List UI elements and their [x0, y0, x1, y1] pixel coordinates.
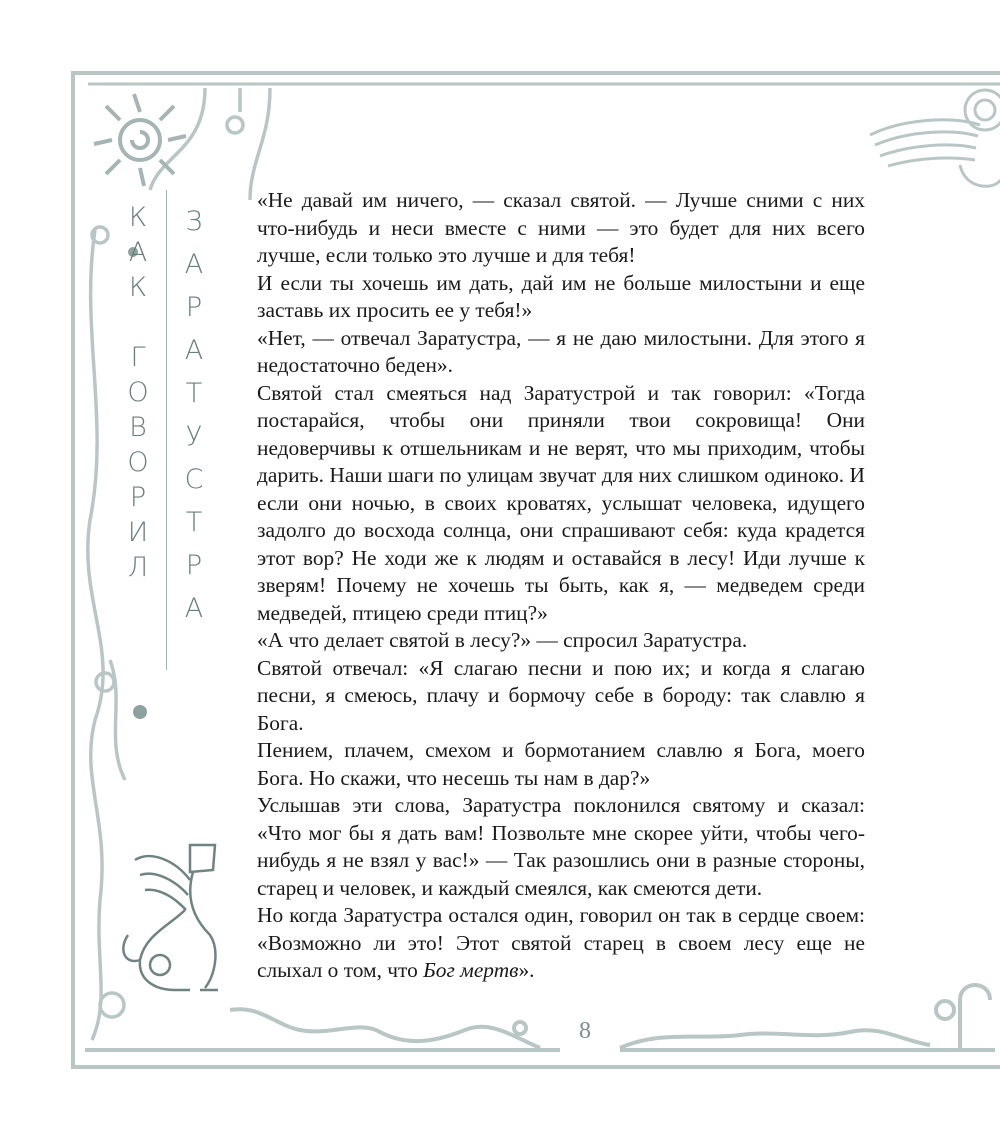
- paragraph-last-text: Но когда Заратустра остался один, говорил он так в сердце своем: «Возможно ли это! Этот святой старец в своем лесу еще не слыхал о том, что: [257, 903, 865, 982]
- title-divider: [166, 190, 167, 670]
- winged-disk-icon: [870, 90, 1000, 186]
- paragraph-last: [257, 902, 865, 985]
- sun-icon: [94, 94, 186, 186]
- body-text: [257, 187, 865, 985]
- paragraph-last-tail: ».: [518, 958, 535, 982]
- title-letter: А: [184, 593, 204, 624]
- title-letter: А: [184, 335, 204, 366]
- page-number: 8: [579, 1018, 591, 1044]
- bottom-ornament: [85, 985, 995, 1050]
- title-letter: Т: [185, 378, 203, 409]
- paragraph: «Не давай им ничего, — сказал святой. — Лучше сними с них что-нибудь и неси вместе с ними — это будет для них всего лучше, если только это лучше и для тебя!: [257, 188, 865, 267]
- title-letter: О: [127, 377, 149, 408]
- paragraph: И если ты хочешь им дать, дай им не больше милостыни и еще заставь их просить ее у тебя!»: [257, 270, 865, 322]
- title-letter: В: [129, 412, 147, 443]
- vertical-title-column-2: [176, 200, 212, 630]
- paragraph: «А что делает святой в лесу?» — спросил Заратустра.: [257, 628, 748, 652]
- title-letter: О: [127, 447, 149, 478]
- paragraph: Святой отвечал: «Я слагаю песни и пою их; и когда я слагаю песни, я смеюсь, плачу и бормочу себе в бороду: так славлю я Бога.: [257, 655, 865, 735]
- title-letter: Р: [185, 292, 203, 323]
- title-letter: С: [184, 464, 204, 495]
- paragraph: Пением, плачем, смехом и бормотанием славлю я Бога, моего Бога. Но скажи, что несешь ты нам в дар?»: [257, 738, 865, 790]
- title-letter: Р: [129, 482, 147, 513]
- emphasis-text: Бог мертв: [423, 958, 519, 982]
- lamassu-icon: [123, 845, 218, 990]
- paragraph: «Нет, — отвечал Заратустра, — я не даю милостыни. Для этого я недостаточно беден».: [257, 325, 865, 377]
- title-letter: У: [185, 421, 203, 452]
- title-letter: Л: [127, 552, 149, 583]
- title-letter: Р: [185, 550, 203, 581]
- title-letter: Т: [185, 507, 203, 538]
- paragraph: Святой стал смеяться над Заратустрой и так говорил: «Тогда постарайся, чтобы они приняли твои сокровища! Они недоверчивы к отшельникам и не верят, что мы приходим, чтобы дарить. Наши шаги по улицам звучат для них слишком одиноко. И если они ночью, в своих кроватях, услышат человека, идущего задолго до восхода солнца, они спрашивают себя: куда крадется этот вор? Не ходи же к людям и оставайся в лесу! Иди лучше к зверям! Почему не хочешь ты быть, как я, — медведем среди медведей, птицею среди птиц?»: [257, 380, 865, 625]
- title-letter: Г: [130, 342, 146, 373]
- paragraph: Услышав эти слова, Заратустра поклонился святому и сказал: «Что мог бы я дать вам! Позвольте мне скорее уйти, чтобы чего-нибудь я не взял у вас!» — Так разошлись они в разные стороны, старец и человек, и каждый смеялся, как смеются дети.: [257, 793, 865, 900]
- title-letter: З: [185, 206, 203, 237]
- title-letter: И: [127, 517, 149, 548]
- title-letter: К: [128, 272, 148, 303]
- title-letter: А: [128, 237, 148, 268]
- vertical-title-column-1: [120, 200, 156, 585]
- title-letter: К: [128, 202, 148, 233]
- title-letter: А: [184, 249, 204, 280]
